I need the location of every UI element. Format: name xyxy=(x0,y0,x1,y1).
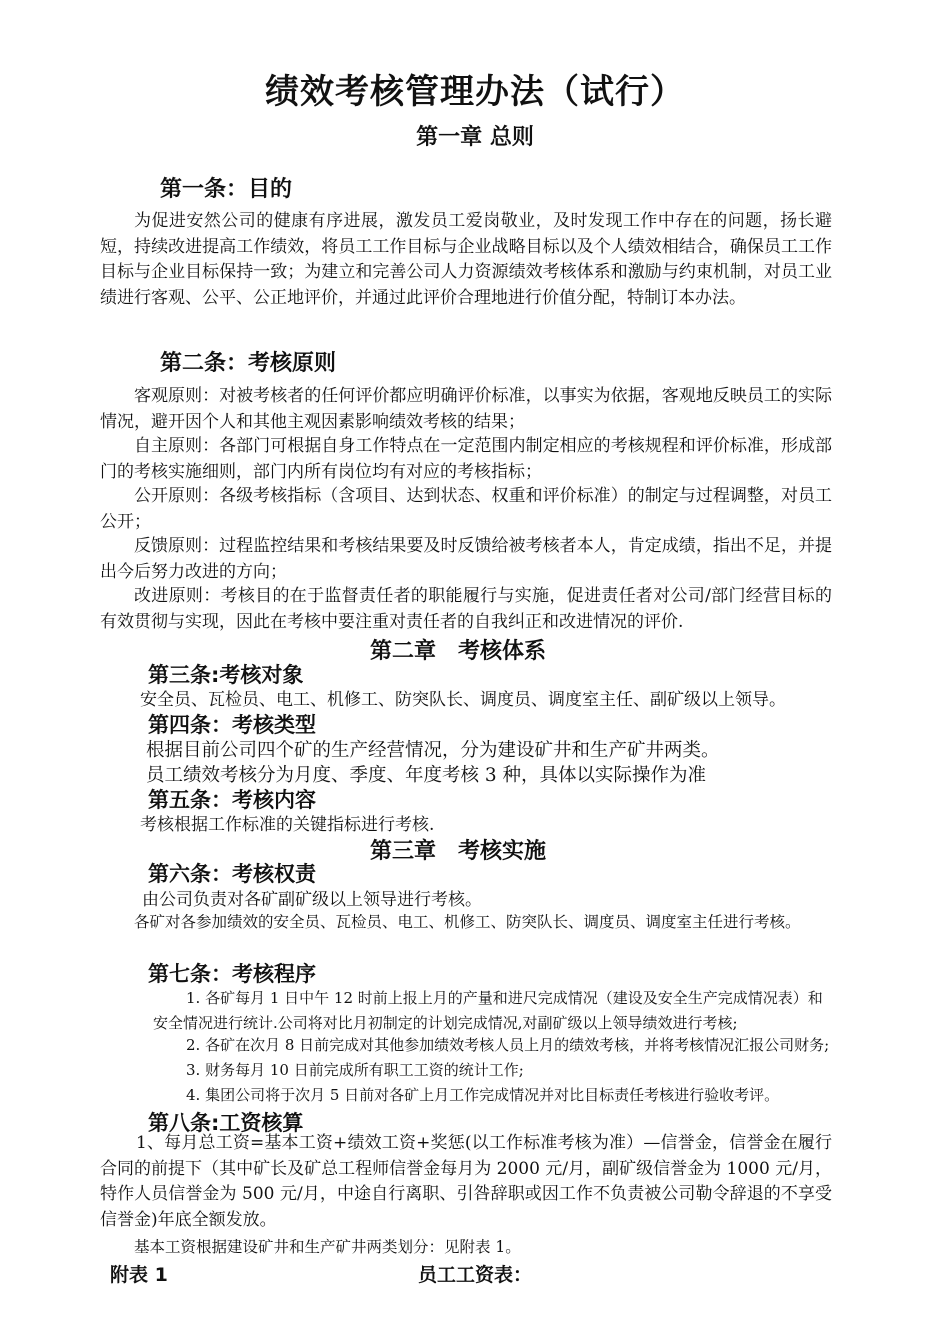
article-5-heading: 第五条：考核内容 xyxy=(148,788,316,812)
document-title: 绩效考核管理办法（试行） xyxy=(265,72,685,112)
article-6-line-1: 由公司负责对各矿副矿级以上领导进行考核。 xyxy=(142,890,482,910)
procedure-step-3: 3. 财务每月 10 日前完成所有职工工资的统计工作; xyxy=(186,1061,524,1079)
article-5-text: 考核根据工作标准的关键指标进行考核. xyxy=(140,815,435,835)
article-6-line-2: 各矿对各参加绩效的安全员、瓦检员、电工、机修工、防突队长、调度员、调度室主任进行考核。 xyxy=(134,913,801,931)
appendix-label: 附表 1 xyxy=(110,1264,168,1286)
principle-autonomy: 自主原则：各部门可根据自身工作特点在一定范围内制定相应的考核规程和评价标准，形成部门的考核实施细则，部门内所有岗位均有对应的考核指标； xyxy=(100,436,832,482)
article-8-heading: 第八条:工资核算 xyxy=(148,1111,304,1135)
article-8-text: 1、每月总工资=基本工资+绩效工资+奖惩(以工作标准考核为准）—信誉金，信誉金在履行合同的前提下（其中矿长及矿总工程师信誉金每月为 2000 元/月，副矿级信誉金为 1000 元/月，特作人员信誉金为 500 元/月，中途自行离职、引咎辞职或因工作不负责被公司勒令辞退的不享受信誉金)年底全额发放。 xyxy=(100,1133,832,1230)
principle-feedback: 反馈原则：过程监控结果和考核结果要及时反馈给被考核者本人，肯定成绩，指出不足，并提出今后努力改进的方向； xyxy=(100,536,832,582)
article-3-heading: 第三条:考核对象 xyxy=(148,663,304,687)
procedure-step-2: 2. 各矿在次月 8 日前完成对其他参加绩效考核人员上月的绩效考核，并将考核情况汇报公司财务; xyxy=(186,1036,830,1054)
article-1-heading: 第一条：目的 xyxy=(160,177,293,202)
article-6-heading: 第六条：考核权责 xyxy=(148,862,316,886)
chapter-3-heading: 第三章 考核实施 xyxy=(370,839,547,864)
principle-objective: 客观原则：对被考核者的任何评价都应明确评价标准，以事实为依据，客观地反映员工的实际情况，避开因个人和其他主观因素影响绩效考核的结果； xyxy=(100,386,832,432)
principle-improvement: 改进原则：考核目的在于监督责任者的职能履行与实施，促进责任者对公司/部门经营目标的有效贯彻与实现，因此在考核中要注重对责任者的自我纠正和改进情况的评价. xyxy=(100,586,832,632)
article-3-text: 安全员、瓦检员、电工、机修工、防突队长、调度员、调度室主任、副矿级以上领导。 xyxy=(140,690,786,710)
article-2-heading: 第二条：考核原则 xyxy=(160,351,337,376)
article-4-heading: 第四条：考核类型 xyxy=(148,713,316,737)
article-4-line-1: 根据目前公司四个矿的生产经营情况，分为建设矿井和生产矿井两类。 xyxy=(146,740,720,761)
chapter-1-heading: 第一章 总则 xyxy=(416,125,534,150)
article-1-text: 为促进安然公司的健康有序进展，激发员工爱岗敬业，及时发现工作中存在的问题，扬长避短，持续改进提高工作绩效，将员工工作目标与企业战略目标以及个人绩效相结合，确保员工工作目标与企业目标保持一致；为建立和完善公司人力资源绩效考核体系和激励与约束机制，对员工业绩进行客观、公平、公正地评价，并通过此评价合理地进行价值分配，特制订本办法。 xyxy=(100,211,832,308)
salary-table-title: 员工工资表： xyxy=(418,1264,533,1286)
principle-openness: 公开原则：各级考核指标（含项目、达到状态、权重和评价标准）的制定与过程调整，对员工公开； xyxy=(100,486,832,532)
procedure-step-4: 4. 集团公司将于次月 5 日前对各矿上月工作完成情况并对比目标责任考核进行验收考评。 xyxy=(186,1086,780,1104)
chapter-2-heading: 第二章 考核体系 xyxy=(370,639,547,664)
article-4-line-2: 员工绩效考核分为月度、季度、年度考核 3 种，具体以实际操作为准 xyxy=(146,765,707,786)
procedure-step-1: 1. 各矿每月 1 日中午 12 时前上报上月的产量和进尺完成情况（建设及安全生产完成情况表）和安全情况进行统计.公司将对比月初制定的计划完成情况,对副矿级以上领导绩效进行考核; xyxy=(153,989,823,1032)
article-7-heading: 第七条：考核程序 xyxy=(148,962,316,986)
basic-salary-note: 基本工资根据建设矿井和生产矿井两类划分：见附表 1。 xyxy=(134,1238,521,1256)
